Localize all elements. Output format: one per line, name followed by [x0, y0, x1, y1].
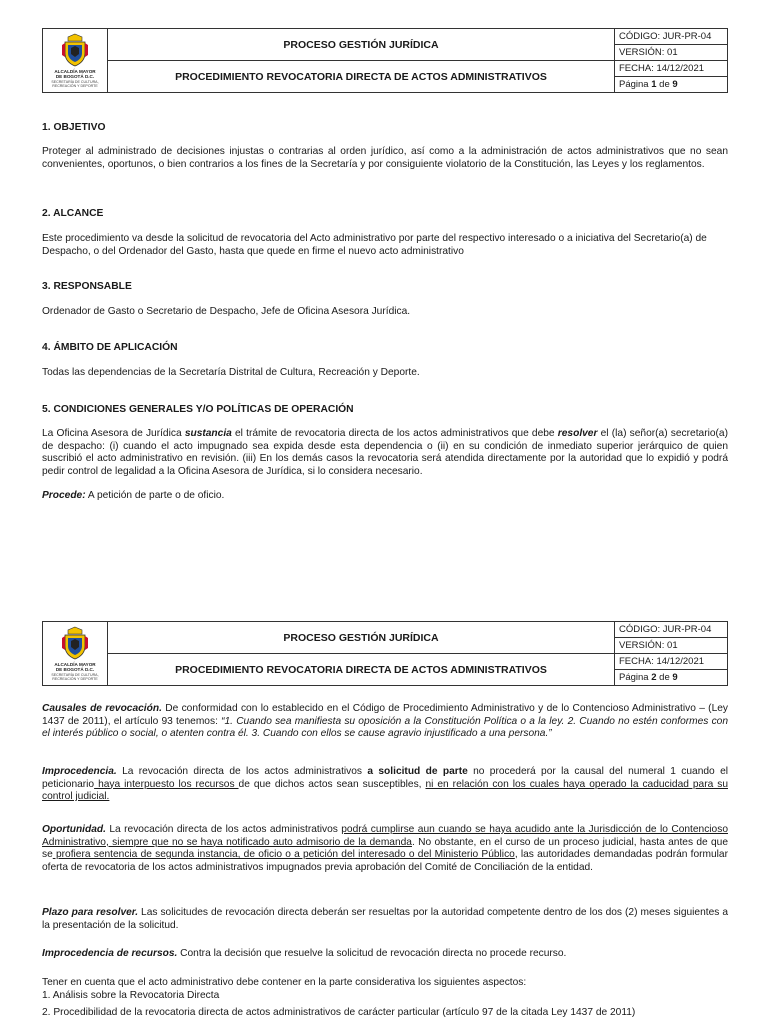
- section-1-body: Proteger al administrado de decisiones injustas o contrarias al orden jurídico, así como a la administración de actos administrativos que no sean convenientes, oportunos, o bien contrarios a los fines de la Secretaría y por consiguiente violatorio de la Constitución, las Leyes y los reglamentos.: [42, 146, 728, 170]
- logo-subcaption: SECRETARÍA DE CULTURA, RECREACIÓN Y DEPORTE: [51, 673, 99, 682]
- process-title: PROCESO GESTIÓN JURÍDICA: [108, 622, 615, 654]
- section-4-title: 4. ÁMBITO DE APLICACIÓN: [42, 342, 178, 353]
- procedure-title: PROCEDIMIENTO REVOCATORIA DIRECTA DE ACTOS ADMINISTRATIVOS: [108, 654, 615, 686]
- plazo-paragraph: Plazo para resolver. Las solicitudes de revocación directa deberán ser resueltas por la autoridad competente dentro de los dos (2) meses siguientes a la presentación de la solicitud.: [42, 907, 728, 931]
- list-item: 1. Análisis sobre la Revocatoria Directa: [42, 990, 220, 1001]
- doc-date: FECHA: 14/12/2021: [615, 61, 728, 77]
- doc-code: CÓDIGO: JUR-PR-04: [615, 622, 728, 638]
- section-2-title: 2. ALCANCE: [42, 208, 104, 219]
- section-4-body: Todas las dependencias de la Secretaría Distrital de Cultura, Recreación y Deporte.: [42, 367, 420, 378]
- process-title: PROCESO GESTIÓN JURÍDICA: [108, 29, 615, 61]
- oportunidad-paragraph: Oportunidad. La revocación directa de los actos administrativos podrá cumplirse aun cuando se haya acudido ante la Jurisdicción de lo Contencioso Administrativo, siempre que no se haya notificado auto admisorio de la demanda. No obstante, en el curso de un proceso judicial, hasta antes de que se profiera sentencia de segunda instancia, de oficio o a petición del interesado o del Ministerio Público, las autoridades demandadas podrán formular oferta de revocatoria de los actos administrativos impugnados previa aprobación del Comité de Conciliación de la entidad.: [42, 824, 728, 873]
- doc-date: FECHA: 14/12/2021: [615, 654, 728, 670]
- logo-subcaption: SECRETARÍA DE CULTURA, RECREACIÓN Y DEPORTE: [51, 80, 99, 89]
- doc-code: CÓDIGO: JUR-PR-04: [615, 29, 728, 45]
- bogota-crest-icon: [60, 626, 90, 660]
- section-3-body: Ordenador de Gasto o Secretario de Despacho, Jefe de Oficina Asesora Jurídica.: [42, 306, 411, 317]
- doc-version: VERSIÓN: 01: [615, 45, 728, 61]
- procedure-title: PROCEDIMIENTO REVOCATORIA DIRECTA DE ACTOS ADMINISTRATIVOS: [108, 61, 615, 93]
- logo-caption: ALCALDÍA MAYOR DE BOGOTÁ D.C.: [54, 68, 96, 79]
- doc-version: VERSIÓN: 01: [615, 638, 728, 654]
- improcedencia-paragraph: Improcedencia. La revocación directa de los actos administrativos a solicitud de parte no procederá por la causal del numeral 1 cuando el peticionario haya interpuesto los recursos de que dichos actos sean susceptibles, ni en relación con los cuales haya operado la caducidad para su control judicial.: [42, 766, 729, 803]
- bogota-crest-icon: [60, 33, 90, 67]
- section-5-title: 5. CONDICIONES GENERALES Y/O POLÍTICAS DE OPERACIÓN: [42, 404, 354, 415]
- procede-line: Procede: A petición de parte o de oficio.: [42, 490, 225, 501]
- section-1-title: 1. OBJETIVO: [42, 122, 106, 133]
- page-number: Página 2 de 9: [615, 670, 728, 686]
- logo-caption: ALCALDÍA MAYOR DE BOGOTÁ D.C.: [54, 661, 96, 672]
- page2-header: [42, 621, 728, 686]
- page1-logo: [43, 29, 108, 93]
- page2-logo: [43, 622, 108, 686]
- section-5-body: La Oficina Asesora de Jurídica sustancia el trámite de revocatoria directa de los actos administrativos que debe resolver el (la) señor(a) secretario(a) de despacho: (i) cuando el acto impugnado sea expida desde esta dependencia o (ii) en su condición de inmediato superior jerárquico de quien suscribió el acto administrativo en revisión. (iii) En los demás casos la revocatoria será atendida directamente por la autoridad que lo expidió y podrá pedir control de legalidad a la Oficina Asesora de Jurídica, si lo considera necesario.: [42, 428, 728, 477]
- section-2-body: Este procedimiento va desde la solicitud de revocatoria del Acto administrativo por parte del respectivo interesado o a iniciativa del Secretario(a) de Despacho, o del Ordenador del Gasto, hasta que quede en firme el nuevo acto administrativo: [42, 233, 707, 257]
- list-item: 2. Procedibilidad de la revocatoria directa de actos administrativos de carácter particular (artículo 97 de la citada Ley 1437 de 2011): [42, 1007, 636, 1018]
- page1-header: [42, 28, 728, 93]
- section-3-title: 3. RESPONSABLE: [42, 281, 132, 292]
- page-number: Página 1 de 9: [615, 77, 728, 93]
- causales-paragraph: Causales de revocación. De conformidad con lo establecido en el Código de Procedimiento Administrativo y de lo Contencioso Administrativo – (Ley 1437 de 2011), el artículo 93 tenemos: “1. Cuando sea manifiesta su oposición a la Constitución Política o a la ley. 2. Cuando no estén conformes con el interés público o social, o atenten contra él. 3. Cuando con ellos se cause agravio injustificado a una persona.”: [42, 703, 728, 740]
- tener-en-cuenta-text: Tener en cuenta que el acto administrativo debe contener en la parte considerativa los siguientes aspectos:: [42, 977, 527, 988]
- recursos-paragraph: Improcedencia de recursos. Contra la decisión que resuelve la solicitud de revocación directa no procede recurso.: [42, 948, 567, 959]
